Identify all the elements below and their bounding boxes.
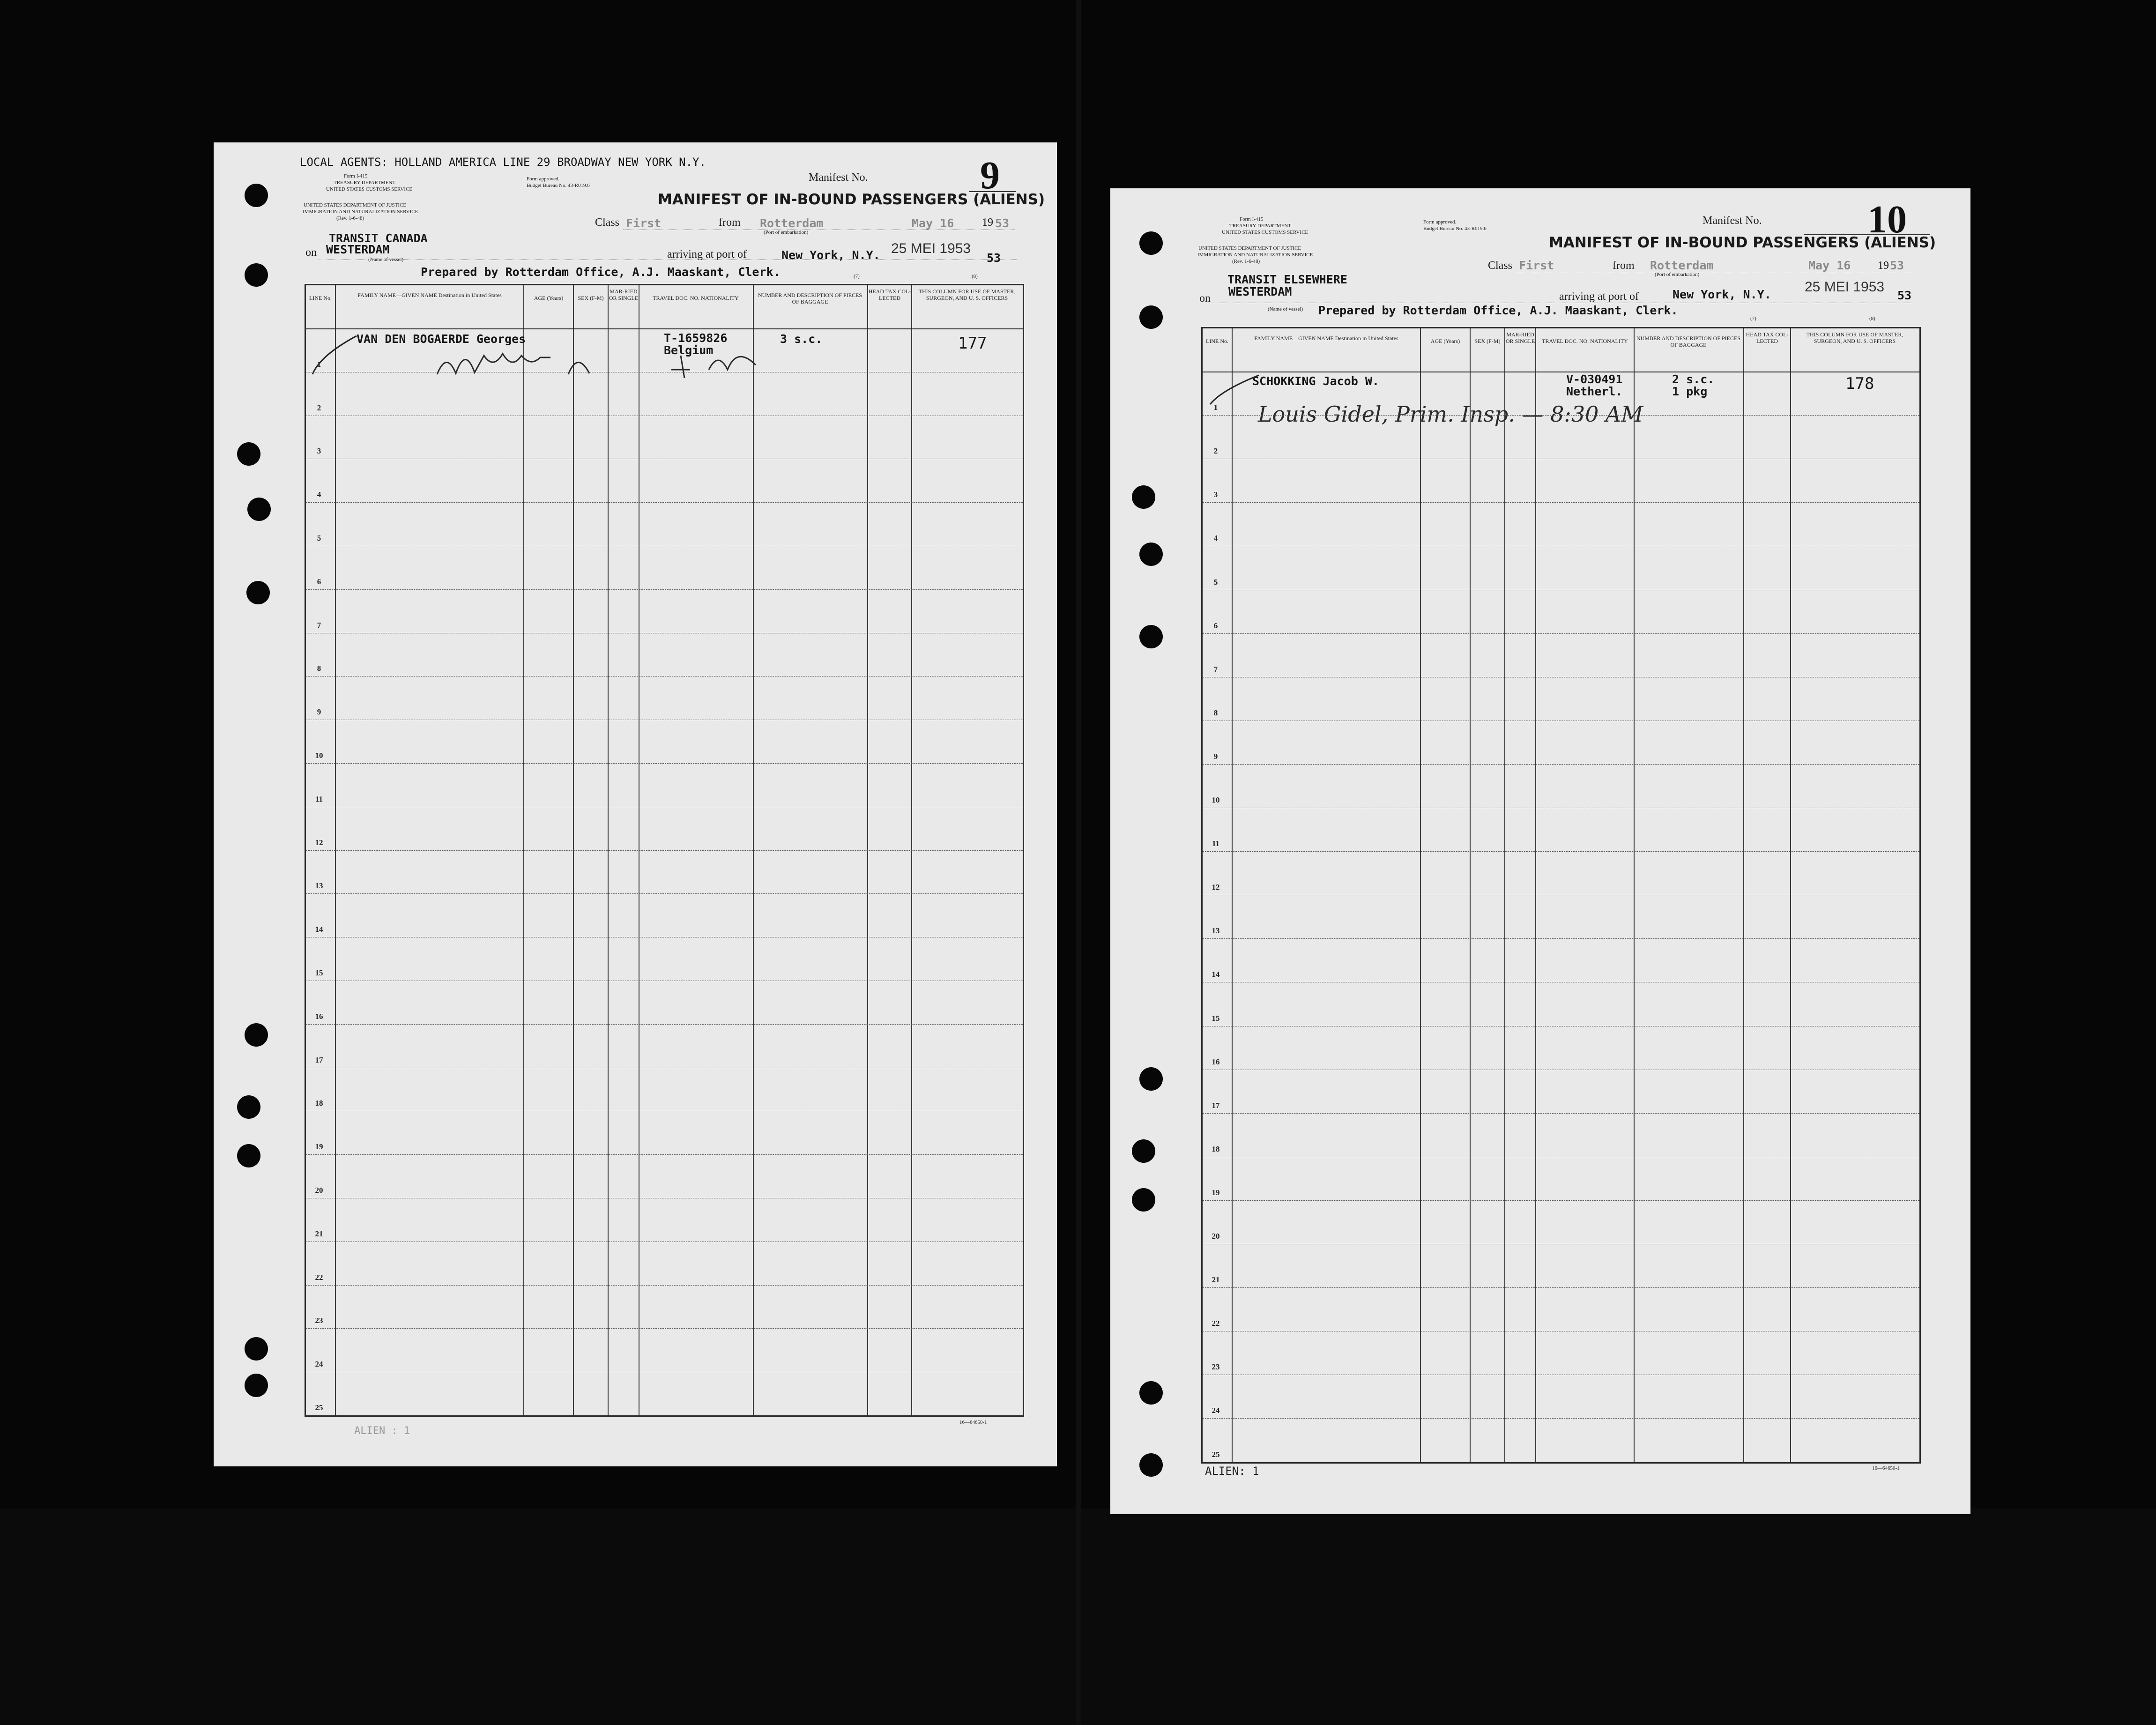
punch-hole [237, 442, 260, 466]
ins-line: IMMIGRATION AND NATURALIZATION SERVICE [303, 209, 418, 215]
line-number: 1 [317, 359, 321, 369]
line-number: 20 [315, 1186, 323, 1195]
rev-date: (Rev. 1-6-48) [336, 216, 364, 221]
line-number: 2 [1213, 446, 1218, 456]
punch-hole [1139, 1381, 1163, 1405]
line-number: 9 [317, 707, 321, 717]
line-number: 22 [1212, 1319, 1220, 1328]
line-number: 7 [1213, 664, 1218, 674]
col-married: MAR-RIED OR SINGLE [609, 288, 639, 301]
col-travel-doc: TRAVEL DOC. NO. NATIONALITY [653, 295, 739, 301]
line-number: 15 [315, 968, 323, 977]
punch-hole [245, 1023, 268, 1047]
port-embarkation-caption: (Port of embarkation) [1655, 272, 1700, 277]
prepared-by: Prepared by Rotterdam Office, A.J. Maaskant, Clerk. [1318, 304, 1678, 317]
punch-hole [1139, 305, 1163, 329]
row-divider [306, 502, 1023, 503]
col-age: AGE (Years) [1430, 338, 1460, 344]
line-number: 21 [1212, 1275, 1220, 1285]
line-number: 15 [1212, 1013, 1220, 1023]
arrival-date-stamp: 25 MEI 1953 [1805, 279, 1885, 295]
line-number: 16 [315, 1011, 323, 1021]
row-divider [1203, 415, 1919, 416]
transit-value: TRANSIT ELSEWHERE [1227, 273, 1347, 286]
prepared-by: Prepared by Rotterdam Office, A.J. Maaskant, Clerk. [421, 265, 781, 279]
port-value: New York, N.Y. [781, 248, 880, 262]
row-divider [1203, 938, 1919, 939]
line-number: 11 [315, 794, 323, 803]
line-number: 22 [315, 1272, 323, 1282]
col-name: FAMILY NAME—GIVEN NAME Destination in United States [357, 292, 502, 298]
customs-service: UNITED STATES CUSTOMS SERVICE [326, 186, 413, 192]
col-sex: SEX (F-M) [1474, 338, 1501, 344]
line-number: 24 [1212, 1406, 1220, 1415]
reel-divider [1076, 0, 1081, 1725]
punch-hole [237, 1144, 260, 1167]
arrival-year: 53 [987, 251, 1001, 265]
row-divider [1203, 1418, 1919, 1419]
punch-hole [1139, 231, 1163, 255]
passenger-name: SCHOKKING Jacob W. [1252, 374, 1379, 388]
line-number: 1 [1213, 403, 1218, 412]
year-prefix: 19 [982, 216, 993, 229]
customs-service: UNITED STATES CUSTOMS SERVICE [1222, 230, 1308, 235]
nationality: Netherl. [1566, 385, 1623, 398]
date-year: 53 [1890, 259, 1904, 272]
form-approved: Form approved. [1423, 219, 1457, 225]
line-number: 25 [1212, 1450, 1220, 1459]
row-divider [1203, 1287, 1919, 1288]
line-number: 2 [317, 403, 321, 412]
treasury-department: TREASURY DEPARTMENT [334, 180, 396, 186]
line-number: 8 [1213, 708, 1218, 717]
manifest-no-label: Manifest No. [1702, 215, 1762, 227]
line-number: 5 [317, 534, 321, 543]
col-name: FAMILY NAME—GIVEN NAME Destination in United States [1254, 335, 1398, 342]
line-number: 7 [317, 620, 321, 630]
manifest-number: 9 [980, 154, 1000, 197]
punch-hole [245, 184, 268, 207]
on-label: on [1199, 292, 1211, 305]
row-divider [306, 1328, 1023, 1329]
class-value: First [626, 216, 662, 230]
line-number: 14 [1212, 970, 1220, 979]
from-label: from [719, 216, 741, 229]
rev-date: (Rev. 1-6-48) [1232, 259, 1260, 264]
row-divider [1203, 764, 1919, 765]
note-7: (7) [1750, 316, 1756, 321]
col-baggage: NUMBER AND DESCRIPTION OF PIECES OF BAGGAGE [1636, 335, 1741, 348]
row-divider [1203, 851, 1919, 852]
line-number: 23 [315, 1316, 323, 1325]
form-number: Form I-415 [1240, 216, 1264, 222]
note-8: (8) [1869, 316, 1875, 321]
passenger-name: VAN DEN BOGAERDE Georges [357, 332, 526, 346]
department-of-justice: UNITED STATES DEPARTMENT OF JUSTICE [304, 202, 407, 208]
line-number: 13 [315, 881, 323, 891]
manifest-table [305, 284, 1024, 1417]
department-of-justice: UNITED STATES DEPARTMENT OF JUSTICE [1198, 245, 1301, 251]
row-divider [306, 893, 1023, 894]
manifest-table [1201, 327, 1921, 1464]
ins-line: IMMIGRATION AND NATURALIZATION SERVICE [1197, 252, 1313, 258]
port-embarkation-caption: (Port of embarkation) [764, 230, 809, 235]
line-number: 3 [1213, 490, 1218, 499]
check-mark [306, 327, 362, 379]
note-7: (7) [854, 274, 860, 279]
punch-hole [1132, 1139, 1155, 1163]
nationality: Belgium [664, 343, 714, 357]
manifest-title: MANIFEST OF IN-BOUND PASSENGERS (ALIENS) [1549, 234, 1936, 251]
arriving-label: arriving at port of [1559, 290, 1639, 303]
date-year: 53 [995, 216, 1010, 230]
date-value: May 16 [912, 216, 954, 230]
col-line-no: LINE No. [309, 295, 332, 301]
row-divider [306, 1154, 1023, 1155]
alien-count: ALIEN: 1 [1205, 1465, 1259, 1478]
budget-bureau: Budget Bureau No. 43-R019.6 [527, 183, 590, 188]
line-number: 9 [1213, 751, 1218, 761]
from-label: from [1613, 260, 1635, 272]
class-label: Class [1488, 260, 1513, 272]
officer-number: 178 [1845, 374, 1874, 393]
baggage: 3 s.c. [780, 332, 823, 346]
line-number: 19 [1212, 1188, 1220, 1197]
punch-hole [245, 263, 268, 287]
row-divider [306, 676, 1023, 677]
punch-hole [245, 1374, 268, 1397]
alien-count: ALIEN : 1 [354, 1425, 410, 1437]
row-divider [1203, 633, 1919, 634]
col-age: AGE (Years) [534, 295, 564, 301]
line-number: 18 [315, 1099, 323, 1108]
port-value: New York, N.Y. [1673, 288, 1771, 301]
line-number: 17 [1212, 1100, 1220, 1110]
col-sex: SEX (F-M) [578, 295, 604, 301]
treasury-department: TREASURY DEPARTMENT [1229, 223, 1292, 229]
date-value: May 16 [1808, 259, 1851, 272]
handwritten-signature [428, 337, 803, 388]
arrival-date-stamp: 25 MEI 1953 [891, 241, 971, 256]
baggage-2: 1 pkg [1672, 385, 1708, 398]
class-label: Class [595, 216, 620, 229]
line-number: 4 [317, 490, 321, 499]
on-label: on [305, 246, 317, 259]
line-number: 4 [1213, 534, 1218, 543]
punch-hole [1139, 1067, 1163, 1091]
class-value: First [1519, 259, 1554, 272]
line-number: 19 [315, 1142, 323, 1152]
vessel-name: WESTERDAM [1228, 285, 1292, 298]
line-number: 13 [1212, 926, 1220, 936]
budget-bureau: Budget Bureau No. 43-R019.6 [1423, 226, 1487, 231]
row-divider [1203, 1200, 1919, 1201]
footer-code: 16—64650-1 [959, 1420, 987, 1425]
line-number: 20 [1212, 1232, 1220, 1241]
line-number: 6 [1213, 621, 1218, 630]
col-married: MAR-RIED OR SINGLE [1505, 331, 1535, 344]
arrival-year: 53 [1897, 289, 1912, 302]
punch-hole [1139, 1453, 1163, 1477]
officer-number: 177 [958, 334, 987, 353]
line-number: 25 [315, 1403, 323, 1412]
col-officers: THIS COLUMN FOR USE OF MASTER, SURGEON, AND U. S. OFFICERS [1806, 331, 1903, 344]
form-number: Form I-415 [344, 173, 368, 179]
line-number: 3 [317, 446, 321, 456]
line-number: 12 [315, 838, 323, 847]
punch-hole [247, 498, 271, 521]
punch-hole [246, 581, 270, 604]
line-number: 10 [1212, 796, 1220, 804]
baggage: 2 s.c. [1672, 372, 1715, 386]
row-divider [306, 763, 1023, 764]
row-divider [1203, 1113, 1919, 1114]
punch-hole [237, 1095, 260, 1119]
row-divider [306, 1285, 1023, 1286]
line-number: 10 [315, 751, 323, 760]
line-number: 21 [315, 1229, 323, 1238]
row-divider [306, 1024, 1023, 1025]
vessel-caption: (Name of vessel) [368, 257, 404, 262]
transit-value: TRANSIT CANADA [329, 231, 428, 245]
col-officers: THIS COLUMN FOR USE OF MASTER, SURGEON, AND U. S. OFFICERS [918, 288, 1016, 301]
line-number: 18 [1212, 1144, 1220, 1153]
form-approved: Form approved. [527, 176, 560, 182]
col-head-tax: HEAD TAX COL-LECTED [868, 288, 911, 301]
from-value: Rotterdam [760, 216, 824, 230]
inspector-note: Louis Gidel, Prim. Insp. — 8:30 AM [1258, 402, 1643, 427]
line-number: 23 [1212, 1362, 1220, 1372]
punch-hole [1139, 543, 1163, 566]
vessel-caption: (Name of vessel) [1268, 306, 1303, 312]
manifest-sheet-right [1110, 188, 1970, 1514]
col-travel-doc: TRAVEL DOC. NO. NATIONALITY [1542, 338, 1628, 344]
travel-doc-no: T-1659826 [664, 331, 728, 345]
col-baggage: NUMBER AND DESCRIPTION OF PIECES OF BAGGAGE [758, 292, 862, 305]
from-value: Rotterdam [1650, 259, 1714, 272]
row-divider [306, 850, 1023, 851]
vessel-name: WESTERDAM [326, 243, 390, 256]
line-number: 12 [1212, 883, 1220, 892]
line-number: 14 [315, 925, 323, 934]
punch-hole [245, 1337, 268, 1361]
manifest-sheet-left [214, 142, 1057, 1466]
punch-hole [1139, 625, 1163, 648]
local-agents-header: LOCAL AGENTS: HOLLAND AMERICA LINE 29 BROADWAY NEW YORK N.Y. [300, 156, 706, 169]
travel-doc-no: V-030491 [1566, 372, 1623, 386]
line-number: 24 [315, 1360, 323, 1369]
col-line-no: LINE No. [1206, 338, 1228, 344]
line-number: 11 [1212, 839, 1220, 848]
line-number: 8 [317, 664, 321, 673]
footer-code: 16—64650-1 [1872, 1465, 1900, 1471]
manifest-no-label: Manifest No. [809, 171, 868, 184]
punch-hole [1132, 1188, 1155, 1212]
line-number: 6 [317, 577, 321, 586]
year-prefix: 19 [1878, 260, 1889, 272]
manifest-number: 10 [1867, 198, 1907, 241]
arriving-label: arriving at port of [667, 248, 747, 260]
punch-hole [1132, 485, 1155, 509]
manifest-title: MANIFEST OF IN-BOUND PASSENGERS (ALIENS) [658, 191, 1045, 208]
row-divider [1203, 502, 1919, 503]
line-number: 5 [1213, 577, 1218, 587]
note-8: (8) [972, 274, 978, 279]
row-divider [306, 589, 1023, 590]
line-number: 17 [315, 1055, 323, 1064]
line-number: 16 [1212, 1057, 1220, 1066]
col-head-tax: HEAD TAX COL-LECTED [1746, 331, 1789, 344]
